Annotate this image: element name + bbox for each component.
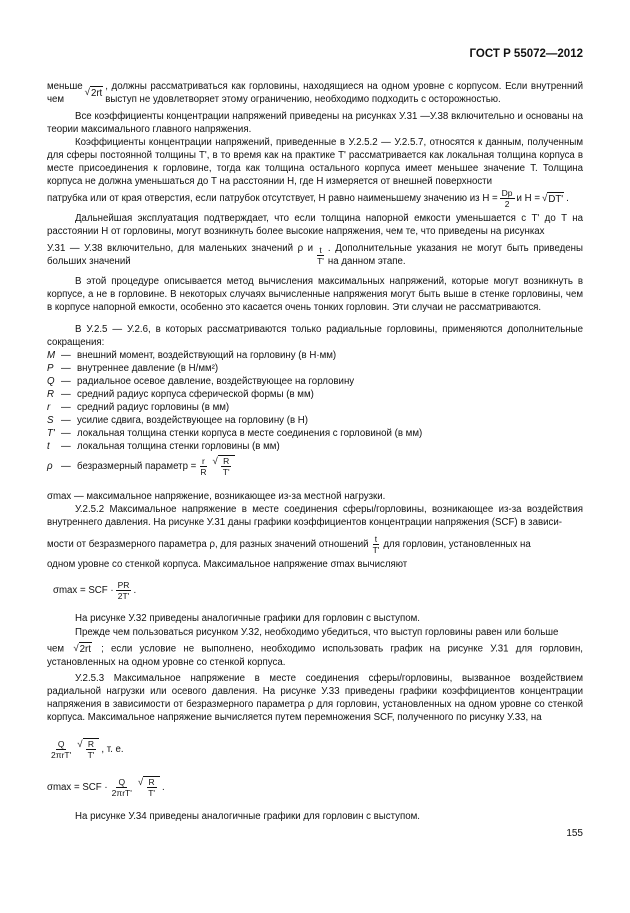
paragraph-9 — [47, 534, 583, 555]
abbreviation-symbol: r — [47, 402, 51, 413]
text: ; если условие не выполнено, необходимо использовать график на рисунке У.31 для горловин, установленных на одном уровне со стенкой корпуса. — [47, 643, 583, 668]
numerator: Dp — [501, 188, 513, 198]
abbreviation-list — [47, 349, 583, 453]
fraction — [371, 534, 382, 555]
lhs: σmax = SCF · — [47, 781, 108, 793]
abbreviation-symbol: Q — [47, 376, 55, 387]
paragraph-11 — [47, 612, 583, 625]
numerator: r — [201, 455, 205, 466]
text: σmax — максимальное напряжение, возникающее из-за местной нагрузки. — [47, 491, 386, 502]
paragraph-12 — [47, 626, 583, 639]
paragraph-3 — [47, 136, 583, 188]
fraction — [116, 580, 132, 601]
abbreviation-item — [47, 427, 583, 440]
paragraph-7 — [47, 323, 583, 349]
fraction — [110, 777, 134, 798]
paragraph-10 — [47, 558, 583, 571]
abbreviation-symbol: M — [47, 350, 56, 361]
radicand: DT' — [548, 193, 564, 205]
denominator: T' — [222, 467, 230, 477]
fraction — [86, 739, 97, 760]
abbreviation-dash: — — [61, 389, 71, 400]
abbreviation-symbol: R — [47, 389, 54, 400]
numerator: Q — [118, 776, 126, 787]
abbreviation-item — [47, 375, 583, 388]
rho-definition — [47, 455, 583, 477]
abbreviation-dash: — — [61, 428, 71, 439]
lhs: σmax = SCF · — [53, 585, 114, 596]
text: безразмерный параметр = — [77, 460, 197, 472]
numerator: PR — [117, 580, 130, 590]
abbreviation-item — [47, 362, 583, 375]
paragraph-15 — [47, 810, 583, 823]
abbreviation-symbol: P — [47, 363, 54, 374]
fraction — [49, 739, 73, 760]
text: . — [566, 193, 569, 204]
paragraph-14 — [47, 672, 583, 724]
denominator: T' — [148, 788, 156, 798]
abbreviation-item — [47, 388, 583, 401]
abbreviation-text: усилие сдвига, воздействующее на горловину (в Н) — [77, 415, 308, 426]
text: Прежде чем пользоваться рисунком У.32, необходимо убедиться, что выступ горловины равен или больше — [75, 627, 559, 638]
paragraph-1 — [47, 80, 583, 106]
text: , должны рассматриваться как горловины, находящиеся на одном уровне с корпусом. Если внутренний выступ не удовлетворяет этому ограничению, необходимо подходить с осторожностью. — [105, 81, 583, 105]
abbreviation-item — [47, 414, 583, 427]
abbreviation-dash: — — [61, 402, 71, 413]
abbreviation-dash: — — [61, 376, 71, 387]
fraction — [221, 456, 232, 477]
text: У.31 — У.38 включительно, для маленьких значений ρ и больших значений — [47, 243, 314, 267]
text: Дальнейшая эксплуатация подтверждает, что если толщина напорной емкости уменьшается с T' до T на расстоянии H от горловины, могут возникнуть более высокие напряжения, чем те, что приведены на рисунках — [47, 213, 583, 237]
abbreviation-dash: — — [61, 350, 71, 361]
paragraph-8 — [47, 503, 583, 529]
sqrt-formula: √ DT' — [542, 192, 564, 205]
radicand: 2rt — [79, 644, 91, 655]
fraction — [500, 188, 515, 209]
fraction — [315, 245, 326, 266]
denominator: 2T' — [117, 591, 130, 601]
text: одном уровне со стенкой корпуса. Максимальное напряжение σmax вычисляют — [47, 559, 408, 570]
formula-1 — [47, 580, 583, 601]
abbreviation-symbol: S — [47, 415, 54, 426]
abbreviation-dash: — — [61, 415, 71, 426]
paragraph-2 — [47, 110, 583, 136]
abbreviation-symbol: t — [47, 441, 50, 452]
text: чем — [47, 643, 65, 655]
sqrt-formula: √ $\frac{R}{T'}$ — [138, 776, 160, 798]
abbreviation-text: средний радиус горловины (в мм) — [77, 402, 230, 413]
abbreviation-item — [47, 349, 583, 362]
denominator: T' — [372, 545, 380, 555]
numerator: R — [87, 739, 95, 749]
radicand: 2rt — [90, 88, 103, 99]
formula-2 — [47, 738, 583, 760]
denominator: 2πrT' — [51, 749, 72, 760]
sqrt-formula: √ 2rt — [84, 87, 103, 99]
text: В У.2.5 — У.2.6, в которых рассматриваются только радиальные горловины, применяются дополнительные сокращения: — [47, 324, 583, 348]
text: На рисунке У.32 приведены аналогичные графики для горловин с выступом. — [75, 613, 420, 624]
sqrt-formula: √ 2rt — [73, 643, 91, 655]
abbreviation-text: средний радиус корпуса сферической формы (в мм) — [77, 389, 314, 400]
fraction — [146, 777, 157, 798]
denominator: T' — [87, 750, 95, 760]
text: У.2.5.3 Максимальное напряжение в месте соединения сферы/горловины, вызванное воздействием радиальной нагрузки или осевого давления. На рисунке У.33 приведены графики коэффициентов концентрации напряжения в зависимости от безразмерного параметра ρ для горловин, установленных на одном уровне со стенкой корпуса. Максимальное напряжение вычисляется путем перемножения SCF, полученного по рисунку У.33, на — [47, 673, 583, 723]
text: и H = — [516, 193, 540, 204]
abbreviation-text: локальная толщина стенки корпуса в месте соединения с горловиной (в мм) — [77, 428, 423, 439]
page-number: 155 — [566, 828, 583, 839]
abbreviation-text: радиальное осевое давление, воздействующее на горловину — [77, 376, 355, 387]
text: мости от безразмерного параметра ρ, для разных значений отношений — [47, 539, 369, 550]
abbreviation-dash: — — [61, 441, 71, 452]
text: . — [162, 781, 165, 793]
abbreviation-item — [47, 440, 583, 453]
abbreviation-symbol: T' — [47, 428, 55, 439]
standard-header: ГОСТ Р 55072—2012 — [469, 48, 583, 60]
symbol: ρ — [47, 460, 53, 472]
denominator: 2 — [504, 199, 510, 209]
text: для горловин, установленных на — [383, 539, 531, 550]
abbreviation-item — [47, 401, 583, 414]
text: . — [133, 585, 137, 596]
numerator: R — [223, 456, 230, 466]
paragraph-13 — [47, 642, 583, 669]
sqrt-formula: √ $\frac{R}{T'}$ — [77, 738, 99, 760]
text: Коэффициенты концентрации напряжений, приведенные в У.2.5.2 — У.2.5.7, относятся к данным, полученным для сферы постоянной толщины T', в то время как на практике T' рассматривается как локальная толщина корпуса в месте присоединения к горловине, тогда как толщина остального корпуса имеет меньшее значение T. Толщина корпуса не должна уменьшаться до T на расстоянии H, где H измеряется от внешней поверхности — [47, 137, 583, 187]
dash: — — [61, 460, 71, 472]
abbreviation-text: внешний момент, воздействующий на горловину (в Н·мм) — [77, 350, 337, 361]
text: У.2.5.2 Максимальное напряжение в месте соединения сферы/горловины, возникающее из-за воздействия внутреннего давления. На рисунке У.31 даны графики коэффициентов концентрации напряжения (SCF) в зависи- — [47, 504, 583, 528]
denominator: 2πrT' — [111, 787, 132, 798]
numerator: R — [148, 777, 155, 787]
paragraph-5 — [47, 212, 583, 268]
sqrt-formula: √ $\frac{R}{T'}$ — [212, 455, 234, 477]
text: меньше чем — [47, 81, 83, 105]
abbreviation-text: локальная толщина стенки горловины (в мм) — [77, 441, 280, 452]
numerator: t — [374, 534, 378, 544]
text: , т. е. — [101, 743, 124, 755]
text: На рисунке У.34 приведены аналогичные графики для горловин с выступом. — [75, 811, 420, 822]
abbreviation-dash: — — [61, 363, 71, 374]
paragraph-6 — [47, 275, 583, 314]
text: . Дополнительные указания не могут быть приведены на данном этапе. — [327, 243, 583, 267]
denominator: R — [200, 466, 207, 477]
formula-3 — [47, 776, 583, 798]
numerator: Q — [57, 738, 65, 749]
denominator: T' — [317, 255, 324, 266]
fraction — [198, 456, 208, 477]
text: патрубка или от края отверстия, если патрубок отсутствует, H равно наименьшему значению из H = — [47, 193, 498, 204]
sigma-definition — [47, 490, 583, 503]
text: В этой процедуре описывается метод вычисления максимальных напряжений, которые могут возникнуть в корпусе, а не в горловине. В некоторых случаях вычисленные напряжения могут быть выше в стенке горловины, чем в корпусе напорной емкости, особенно это касается очень тонких горловин. Эти случаи не рассматриваются. — [47, 276, 583, 313]
text: Все коэффициенты концентрации напряжений приведены на рисунках У.31 —У.38 включительно и основаны на теории максимального главного напряжения. — [47, 111, 583, 135]
abbreviation-text: внутреннее давление (в Н/мм²) — [77, 363, 219, 374]
paragraph-4 — [47, 188, 583, 209]
numerator: t — [319, 244, 322, 255]
